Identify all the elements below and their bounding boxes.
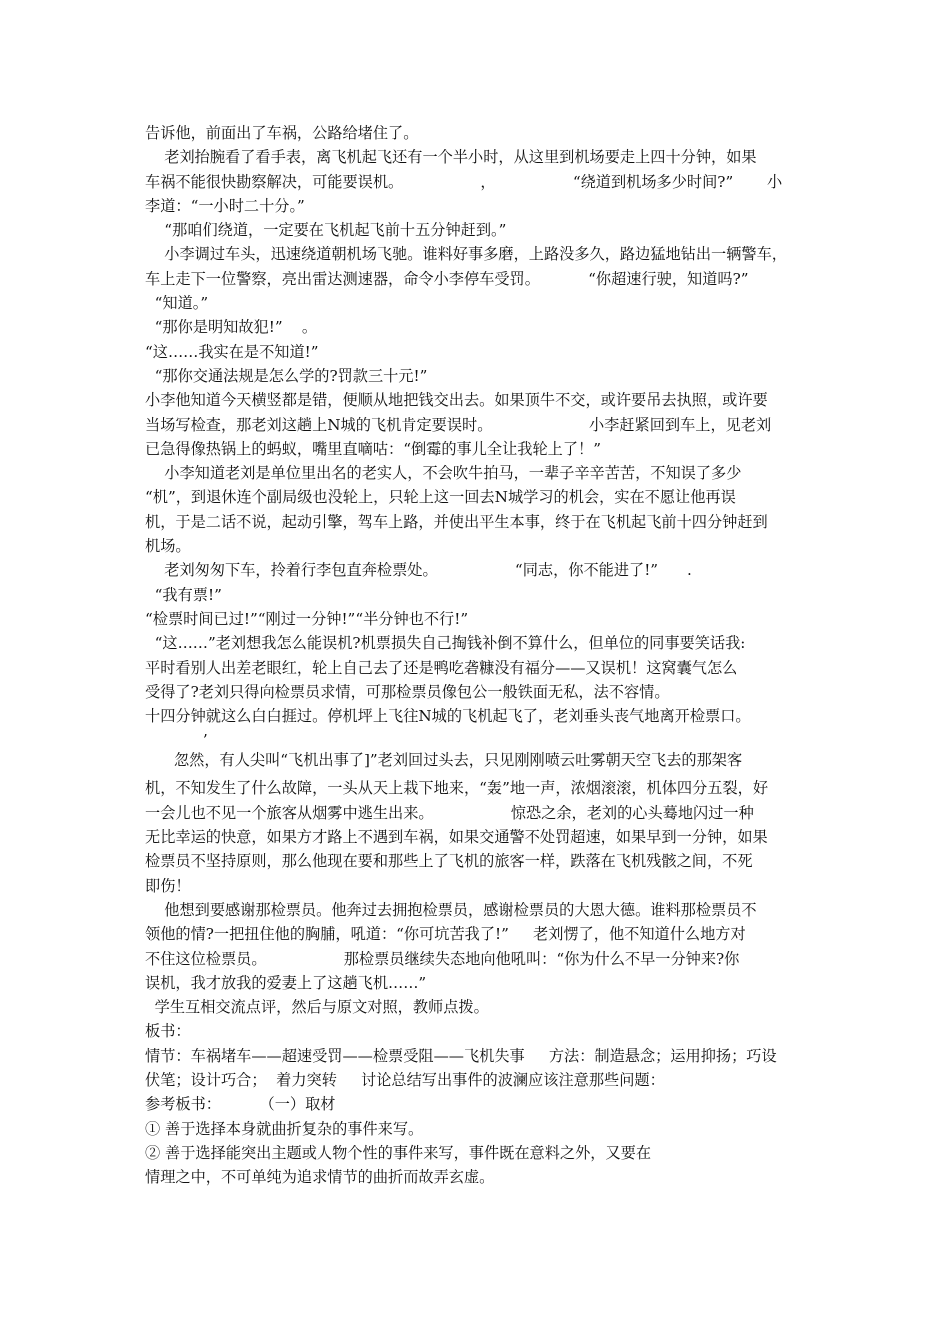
- text-line: 小李调过车头，迅速绕道朝机场飞驰。谁料好事多磨，上路没多久，路边猛地钻出一辆警车，: [145, 245, 787, 264]
- text-line: ① 善于选择本身就曲折复杂的事件来写。: [145, 1119, 424, 1138]
- text-line: 误机，我才放我的爱妻上了这趟飞机……”: [145, 973, 427, 992]
- text-line: “这……我实在是不知道!”: [145, 342, 319, 361]
- text-line: 小李他知道今天横竖都是错，便顺从地把钱交出去。如果顶牛不交，或许要吊去执照，或许要: [145, 391, 768, 410]
- text-line: “那你交通法规是怎么学的?罚款三十元!”: [145, 366, 428, 385]
- text-line: 他想到要感谢那检票员。他奔过去拥抱检票员，感谢检票员的大恩大德。谁料那检票员不: [145, 900, 757, 919]
- text-line: 李道：“一小时二十分。”: [145, 196, 305, 215]
- text-line: “这……”老刘想我怎么能误机?机票损失自己掏钱补倒不算什么，但单位的同事要笑话我:: [145, 634, 746, 653]
- text-line: 参考板书： （一）取材: [145, 1095, 336, 1114]
- text-line: 老刘匆匆下车，拎着行李包直奔检票处。 “同志，你不能进了!” .: [145, 561, 692, 580]
- text-line: 已急得像热锅上的蚂蚁，嘴里直嘀咕：“倒霉的事儿全让我轮上了！”: [145, 439, 601, 458]
- text-line: 不住这位检票员。 那检票员继续失态地向他吼叫：“你为什么不早一分钟来?你: [145, 949, 740, 968]
- text-line: 车上走下一位警察，亮出雷达测速器，命令小李停车受罚。 “你超速行驶，知道吗?”: [145, 269, 749, 288]
- text-line: 当场写检查，那老刘这趟上N城的飞机肯定要误时。 小李赶紧回到车上，见老刘: [145, 415, 772, 434]
- stray-mark: ’: [145, 731, 208, 750]
- text-line: 领他的情?一把扭住他的胸脯，吼道：“你可坑苦我了!” 老刘愣了，他不知道什么地方对: [145, 925, 746, 944]
- text-line: 机，于是二话不说，起动引擎，驾车上路，并使出平生本事，终于在飞机起飞前十四分钟赶到: [145, 512, 768, 531]
- text-line: “那你是明知故犯!” 。: [145, 318, 318, 337]
- text-line: 一会儿也不见一个旅客从烟雾中逃生出来。 惊恐之余，老刘的心头蓦地闪过一种: [145, 803, 754, 822]
- text-line: 车祸不能很快勘察解决，可能要误机。 ， “绕道到机场多少时间?” 小: [145, 172, 783, 191]
- text-line: 板书：: [145, 1022, 191, 1041]
- text-line: 伏笔；设计巧合； 着力突转 讨论总结写出事件的波澜应该注意那些问题：: [145, 1070, 665, 1089]
- text-line: 机，不知发生了什么故障，一头从天上栽下地来，“轰”地一声，浓烟滚滚，机体四分五裂，好: [145, 779, 769, 798]
- text-line: 即伤！: [145, 876, 191, 895]
- text-line: “机”，到退休连个副局级也没轮上，只轮上这一回去N城学习的机会，实在不愿让他再误: [145, 488, 736, 507]
- text-line: 学生互相交流点评，然后与原文对照，教师点拨。: [145, 998, 489, 1017]
- text-line: “我有票!”: [145, 585, 222, 604]
- text-line: 情理之中，不可单纯为追求情节的曲折而故弄玄虚。: [145, 1168, 495, 1187]
- document-body: [145, 121, 817, 1189]
- text-line: 无比幸运的快意，如果方才路上不遇到车祸，如果交通警不处罚超速，如果早到一分钟，如果: [145, 828, 768, 847]
- text-line: 忽然，有人尖叫“飞机出事了]”老刘回过头去，只见刚刚喷云吐雾朝天空飞去的那架客: [145, 751, 743, 770]
- text-line: 情节：车祸堵车——超速受罚——检票受阻——飞机失事 方法：制造悬念；运用抑扬；巧设: [145, 1046, 777, 1065]
- text-line: 告诉他，前面出了车祸，公路给堵住了。: [145, 124, 419, 142]
- text-line: ② 善于选择能突出主题或人物个性的事件来写，事件既在意料之外，又要在: [145, 1143, 652, 1162]
- text-line: 十四分钟就这么白白捱过。停机坪上飞往N城的飞机起飞了，老刘垂头丧气地离开检票口。: [145, 707, 751, 726]
- text-line: “检票时间已过!”“刚过一分钟!”“半分钟也不行!”: [145, 609, 469, 628]
- text-line: “知道。”: [145, 294, 209, 313]
- text-line: 老刘抬腕看了看手表，离飞机起飞还有一个半小时，从这里到机场要走上四十分钟，如果: [145, 148, 757, 167]
- text-line: 小李知道老刘是单位里出名的老实人，不会吹牛拍马，一辈子辛辛苦苦，不知误了多少: [145, 464, 742, 483]
- text-line: “那咱们绕道，一定要在飞机起飞前十五分钟赶到。”: [145, 221, 507, 240]
- text-line: 平时看别人出差老眼红，轮上自己去了还是鸭吃砻糠没有福分——又误机！这窝囊气怎么: [145, 658, 738, 677]
- text-line: 机场。: [145, 537, 191, 556]
- text-line: 受得了?老刘只得向检票员求情，可那检票员像包公一般铁面无私，法不容情。: [145, 682, 670, 701]
- text-line: 检票员不坚持原则，那么他现在要和那些上了飞机的旅客一样，跌落在飞机残骸之间，不死: [145, 852, 753, 871]
